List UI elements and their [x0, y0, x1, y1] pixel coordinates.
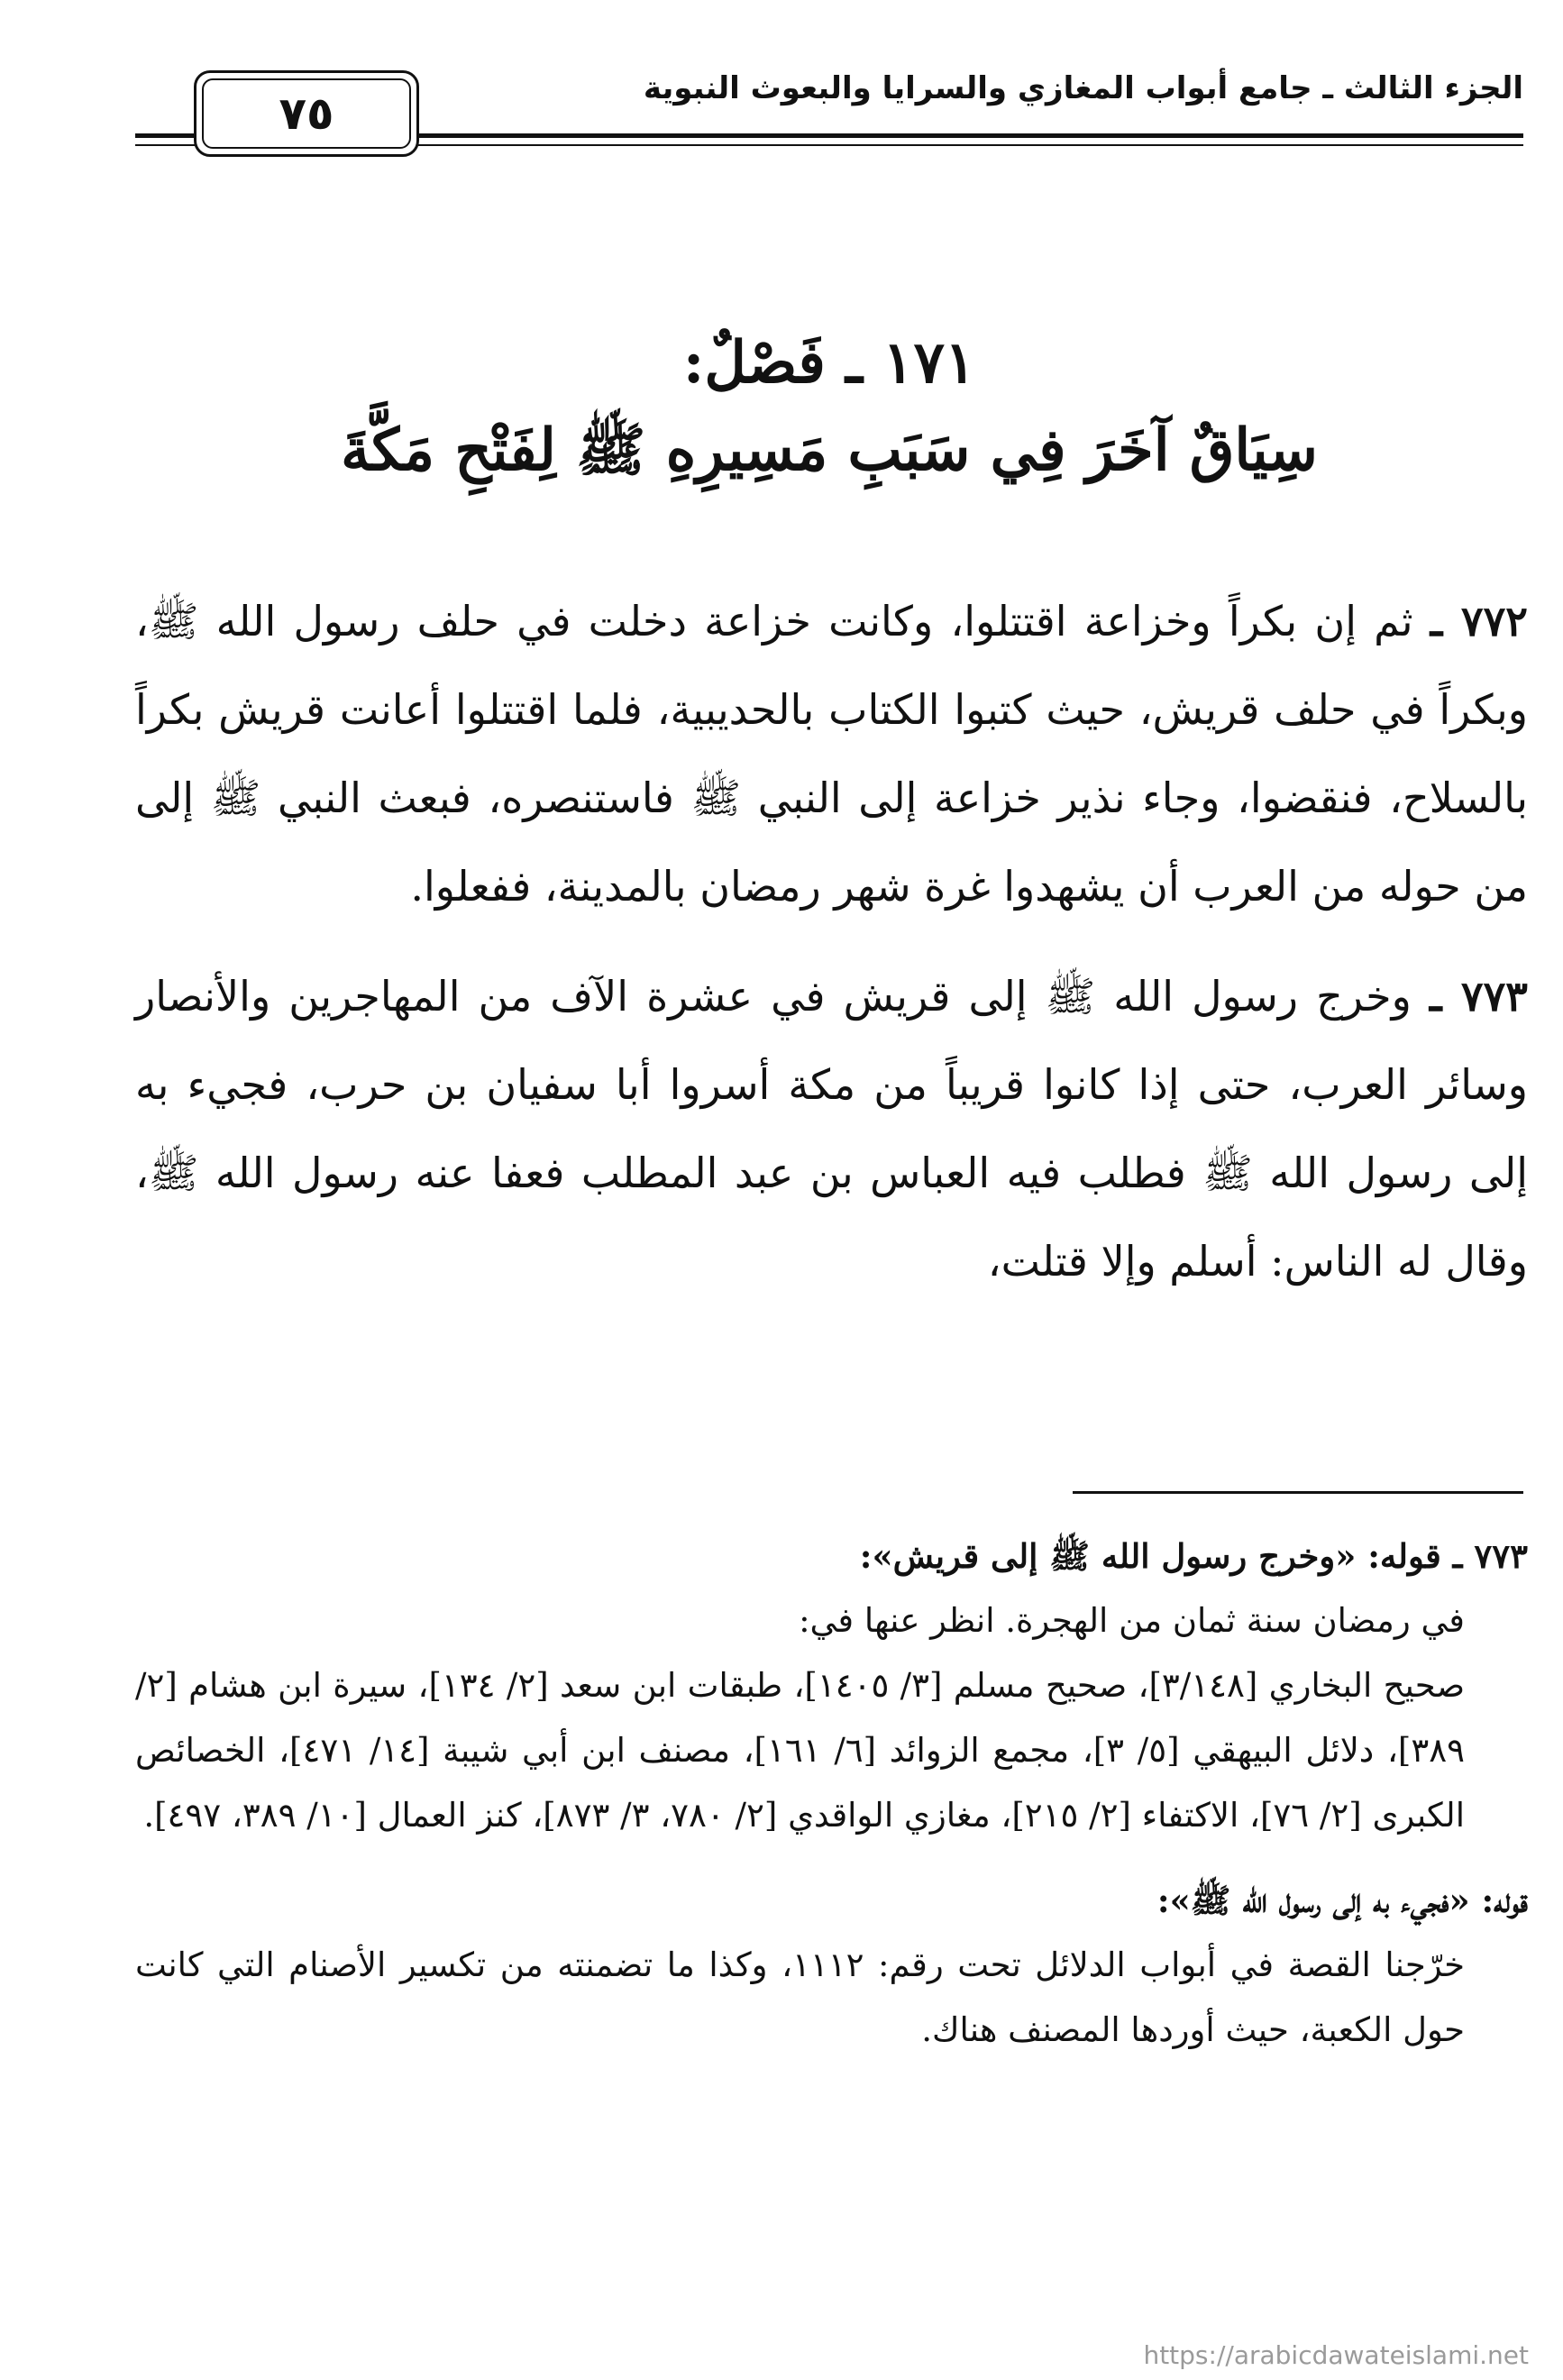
paragraph-number: ٧٧٣ ـ [1429, 972, 1529, 1021]
running-title: الجزء الثالث ـ جامع أبواب المغازي والسرايا والبعوث النبوية [643, 70, 1523, 106]
paragraph-772 [135, 577, 1528, 930]
chapter-heading: ١٧١ ـ فَصْلٌ: [682, 329, 976, 397]
main-text [135, 577, 1528, 1327]
paragraph-number: ٧٧٢ ـ [1430, 597, 1528, 645]
page-header [135, 63, 1523, 153]
footnote-separator [1073, 1491, 1523, 1494]
chapter-subheading: سِيَاقٌ آخَرَ فِي سَبَبِ مَسِيرِهِ ﷺ لِفَتْحِ مَكَّةَ [341, 416, 1318, 484]
page-number: ٧٥ [279, 87, 334, 140]
footnote-heading: ٧٧٣ ـ قوله: «وخرج رسول الله ﷺ إلى قريش»: [859, 1536, 1528, 1576]
page-number-frame [194, 70, 419, 157]
footnote-line: في رمضان سنة ثمان من الهجرة. انظر عنها في: [799, 1601, 1465, 1640]
paragraph-text: ثم إن بكراً وخزاعة اقتتلوا، وكانت خزاعة دخلت في حلف رسول الله ﷺ، وبكراً في حلف قريش، حيث كتبوا الكتاب بالحديبية، فلما اقتتلوا أعانت قريش بكراً بالسلاح، فنقضوا، وجاء نذير خزاعة إلى النبي ﷺ فاستنصره، فبعث النبي ﷺ إلى من حوله من العرب أن يشهدوا غرة شهر رمضان بالمدينة، ففعلوا. [135, 597, 1528, 911]
footnotes [135, 1524, 1528, 2063]
footnote-heading: قوله: «فجيء به إلى رسول الله ﷺ»: [1156, 1881, 1528, 1920]
paragraph-773 [135, 952, 1528, 1305]
paragraph-text: وخرج رسول الله ﷺ إلى قريش في عشرة الآف من المهاجرين والأنصار وسائر العرب، حتى إذا كانوا قريباً من مكة أسروا أبا سفيان بن حرب، فجيء به إلى رسول الله ﷺ فطلب فيه العباس بن عبد المطلب فعفا عنه رسول الله ﷺ، وقال له الناس: أسلم وإلا قتلت، [135, 972, 1528, 1286]
watermark-url: https://arabicdawateislami.net [1143, 2340, 1529, 2370]
footnote-line: خرّجنا القصة في أبواب الدلائل تحت رقم: ١١١٢، وكذا ما تضمنته من تكسير الأصنام التي كانت حول الكعبة، حيث أوردها المصنف هناك. [135, 1945, 1465, 2049]
footnote-line: صحيح البخاري [٣/١٤٨]، صحيح مسلم [٣/ ١٤٠٥]، طبقات ابن سعد [٢/ ١٣٤]، سيرة ابن هشام [٢/ ٣٨٩]، دلائل البيهقي [٥/ ٣]، مجمع الزوائد [٦/ ١٦١]، مصنف ابن أبي شيبة [١٤/ ٤٧١]، الخصائص الكبرى [٢/ ٧٦]، الاكتفاء [٢/ ٢١٥]، مغازي الواقدي [٢/ ٧٨٠، ٣/ ٨٧٣]، كنز العمال [١٠/ ٣٨٩، ٤٩٧]. [135, 1666, 1466, 1835]
